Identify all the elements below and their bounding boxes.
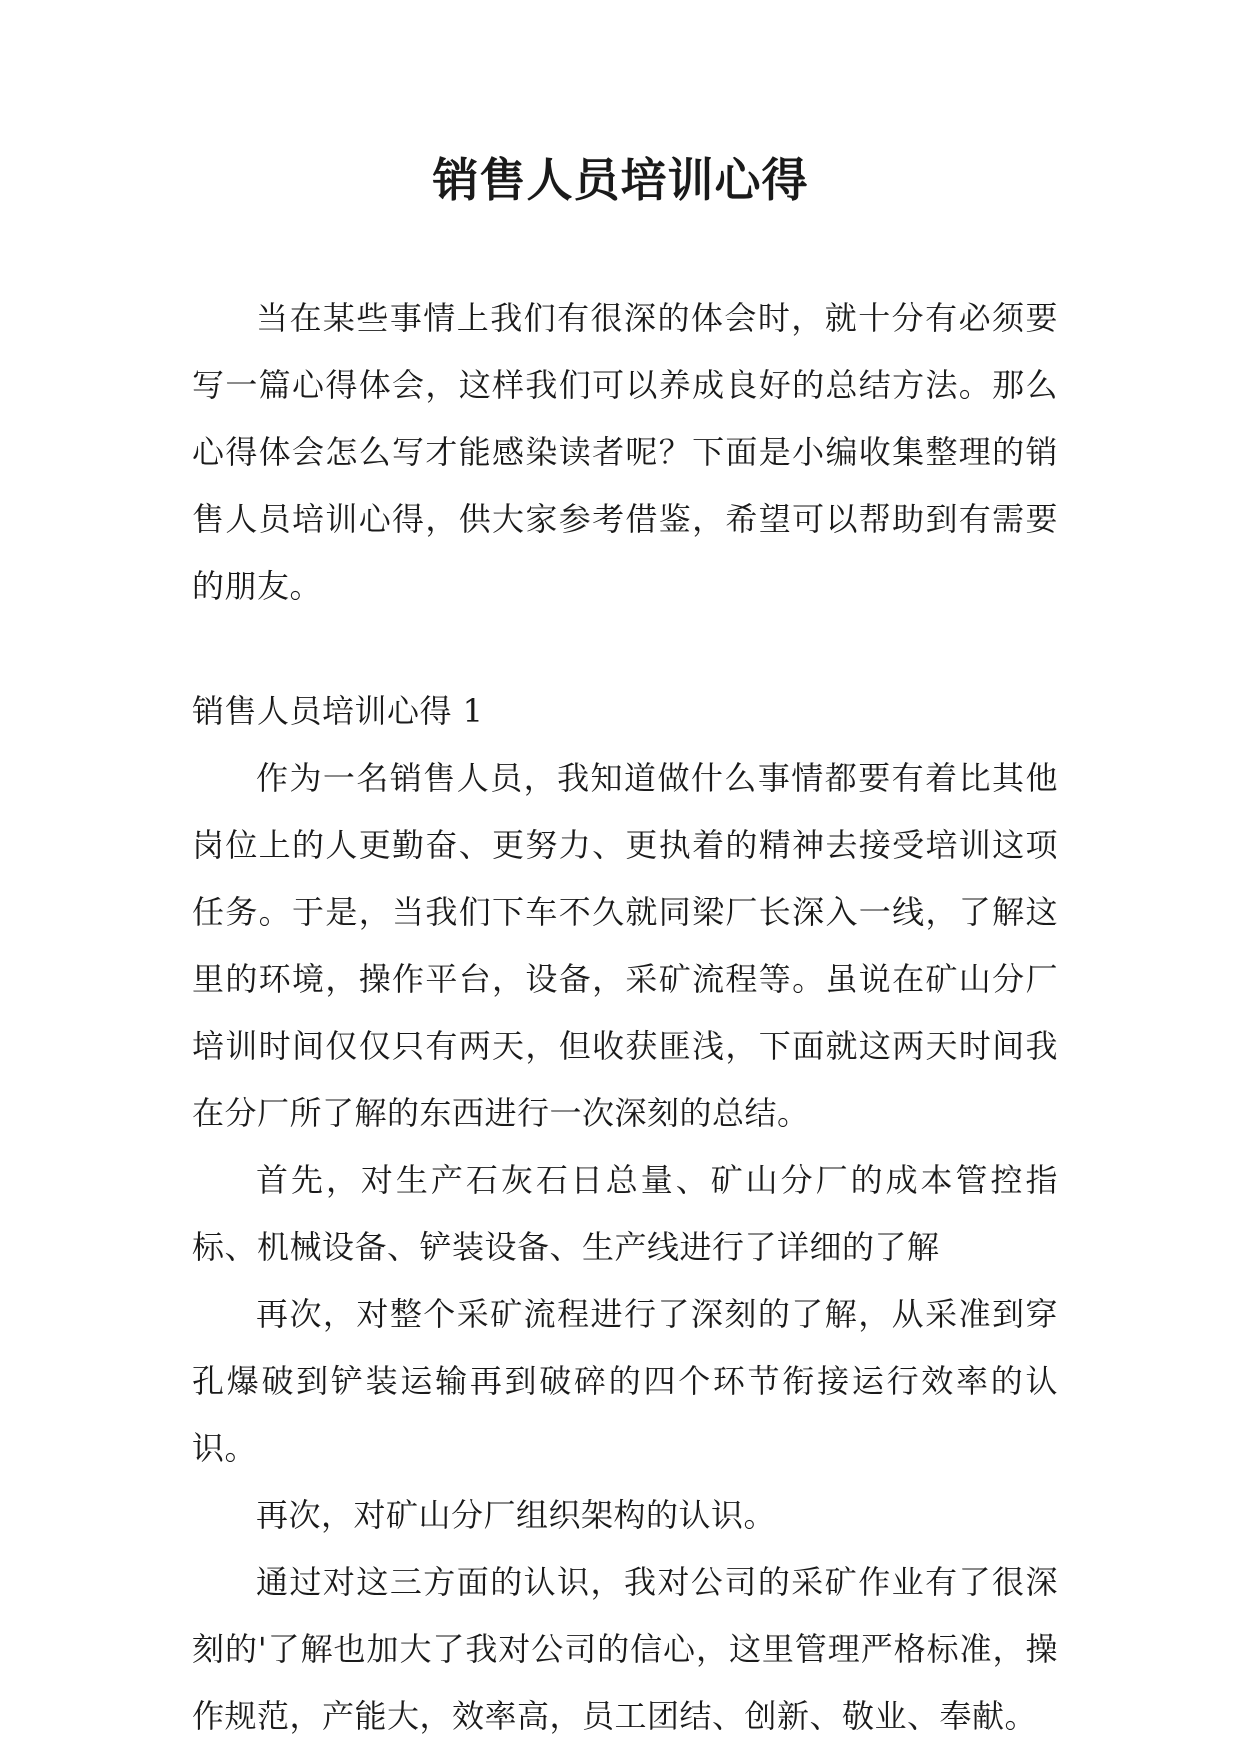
document-title: 销售人员培训心得 [432,153,809,207]
document-body [192,285,1058,1750]
body-paragraph-1: 作为一名销售人员，我知道做什么事情都要有着比其他岗位上的人更勤奋、更努力、更执着的精神去接受培训这项任务。于是，当我们下车不久就同梁厂长深入一线，了解这里的环境，操作平台，设备，采矿流程等。虽说在矿山分厂培训时间仅仅只有两天，但收获匪浅，下面就这两天时间我在分厂所了解的东西进行一次深刻的总结。 [192,759,1058,1132]
intro-paragraph: 当在某些事情上我们有很深的体会时，就十分有必须要写一篇心得体会，这样我们可以养成良好的总结方法。那么心得体会怎么写才能感染读者呢？下面是小编收集整理的销售人员培训心得，供大家参考借鉴，希望可以帮助到有需要的朋友。 [192,299,1058,605]
body-paragraph-2: 首先，对生产石灰石日总量、矿山分厂的成本管控指标、机械设备、铲装设备、生产线进行了详细的了解 [192,1161,1058,1266]
section-heading: 销售人员培训心得 1 [192,692,484,730]
body-paragraph-4: 再次，对矿山分厂组织架构的认识。 [256,1496,777,1534]
body-paragraph-5: 通过对这三方面的认识，我对公司的采矿作业有了很深刻的'了解也加大了我对公司的信心，这里管理严格标准，操作规范，产能大，效率高，员工团结、创新、敬业、奉献。 [192,1563,1058,1735]
body-paragraph-3: 再次，对整个采矿流程进行了深刻的了解，从采准到穿孔爆破到铲装运输再到破碎的四个环节衔接运行效率的认识。 [192,1295,1058,1467]
